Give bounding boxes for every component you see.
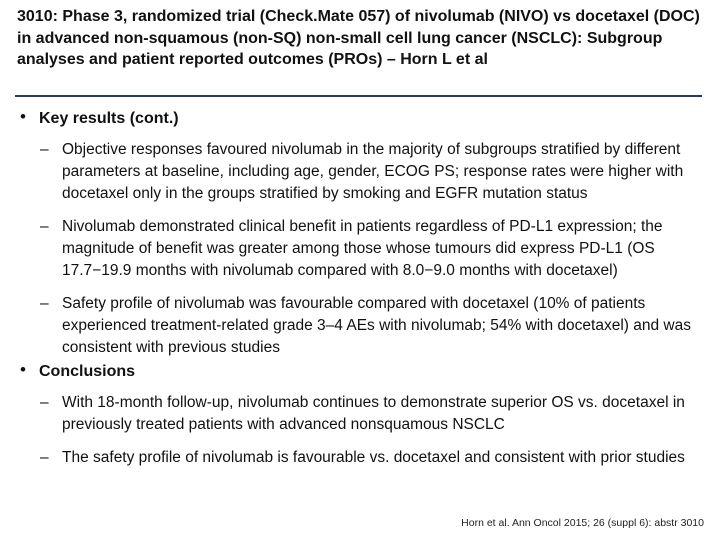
section-heading-label: Key results (cont.) bbox=[39, 110, 179, 127]
list-item bbox=[0, 392, 720, 436]
slide-body bbox=[0, 109, 720, 480]
slide-title: 3010: Phase 3, randomized trial (Check.Mate 057) of nivolumab (NIVO) vs docetaxel (DOC) in advanced non-squamous (non-SQ) non-small cell lung cancer (NSCLC): Subgroup analyses and patient reported outcomes (PROs) – Horn L et al bbox=[17, 8, 700, 68]
list-item bbox=[0, 447, 720, 469]
section-heading-key-results bbox=[0, 109, 720, 129]
dash-icon: – bbox=[40, 141, 49, 158]
dash-icon: – bbox=[40, 295, 49, 312]
list-item-text: The safety profile of nivolumab is favourable vs. docetaxel and consistent with prior studies bbox=[62, 449, 685, 466]
list-item bbox=[0, 139, 720, 205]
list-item bbox=[0, 216, 720, 282]
bullet-icon: • bbox=[20, 360, 26, 379]
list-item-text: Safety profile of nivolumab was favourable compared with docetaxel (10% of patients experienced treatment-related grade 3–4 AEs with nivolumab; 54% with docetaxel) and was consistent with previous studies bbox=[62, 295, 691, 356]
title-divider bbox=[15, 95, 702, 97]
list-item-text: Nivolumab demonstrated clinical benefit in patients regardless of PD-L1 expression; the magnitude of benefit was greater among those whose tumours did express PD-L1 (OS 17.7−19.9 months with nivolumab compared with 8.0−9.0 months with docetaxel) bbox=[62, 218, 663, 279]
list-item-text: Objective responses favoured nivolumab in the majority of subgroups stratified by different parameters at baseline, including age, gender, ECOG PS; response rates were higher with docetaxel only in the groups stratified by smoking and EGFR mutation status bbox=[62, 141, 684, 202]
list-item bbox=[0, 293, 720, 359]
bullet-icon: • bbox=[20, 107, 26, 126]
citation-reference: Horn et al. Ann Oncol 2015; 26 (suppl 6): abstr 3010 bbox=[461, 517, 704, 529]
list-item-text: With 18-month follow-up, nivolumab continues to demonstrate superior OS vs. docetaxel in previously treated patients with advanced nonsquamous NSCLC bbox=[62, 394, 685, 433]
dash-icon: – bbox=[40, 218, 49, 235]
dash-icon: – bbox=[40, 394, 49, 411]
dash-icon: – bbox=[40, 449, 49, 466]
section-heading-conclusions bbox=[0, 362, 720, 382]
section-heading-label: Conclusions bbox=[39, 363, 136, 380]
